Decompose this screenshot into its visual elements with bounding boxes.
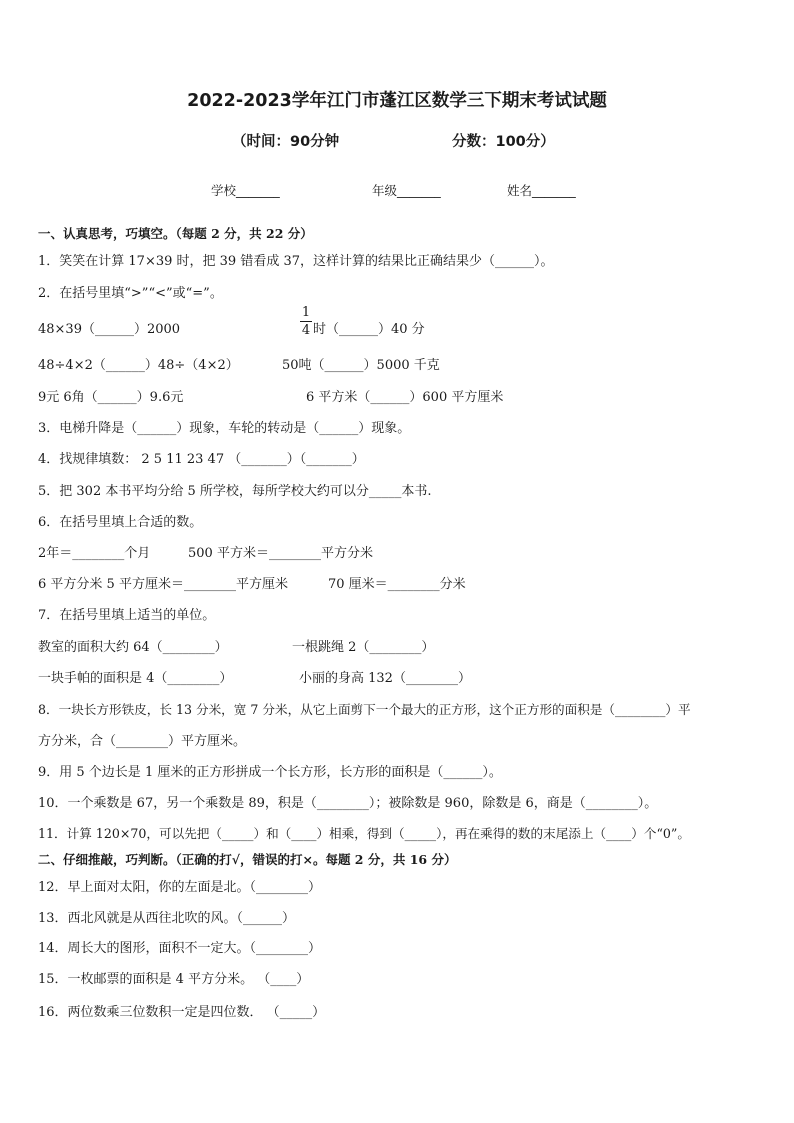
question-1: 1．笑笑在计算 17×39 时，把 39 错看成 37，这样计算的结果比正确结果少（______）。 — [38, 254, 554, 269]
question-7b: 一根跳绳 2（________） — [292, 640, 435, 655]
question-3: 3．电梯升降是（______）现象，车轮的转动是（______）现象。 — [38, 421, 411, 436]
question-2d: 50吨（______）5000 千克 — [282, 358, 440, 373]
question-2a: 48×39（______）2000 — [38, 322, 181, 337]
question-8-line-1: 8．一块长方形铁皮，长 13 分米，宽 7 分米，从它上面剪下一个最大的正方形，这个正方形的面积是（________）平 — [38, 702, 691, 717]
question-11: 11．计算 120×70，可以先把（_____）和（____）相乘，得到（_____），再在乘得的数的末尾添上（____）个“0”。 — [38, 826, 690, 841]
question-6b: 500 平方米＝________平方分米 — [188, 546, 373, 561]
question-2b: 时（______）40 分 — [313, 322, 425, 337]
question-6c: 6 平方分米 5 平方厘米＝________平方厘米 — [38, 577, 288, 592]
question-5: 5．把 302 本书平均分给 5 所学校，每所学校大约可以分_____本书. — [38, 484, 432, 499]
question-7: 7．在括号里填上适当的单位。 — [38, 608, 216, 623]
section-2-heading: 二、仔细推敲，巧判断。（正确的打√，错误的打×。每题 2 分，共 16 分） — [38, 852, 457, 867]
question-14: 14．周长大的图形，面积不一定大。（________） — [38, 941, 322, 956]
fraction-bar — [300, 321, 312, 322]
exam-score: 分数：100分） — [452, 134, 555, 150]
question-15: 15．一枚邮票的面积是 4 平方分米。 （____） — [38, 972, 310, 987]
fraction-denominator: 4 — [301, 323, 311, 338]
exam-time: （时间：90分钟 — [232, 134, 340, 150]
question-7a: 教室的面积大约 64（________） — [38, 640, 228, 655]
question-4: 4．找规律填数： 2 5 11 23 47 （_______）（_______） — [38, 452, 365, 467]
question-16: 16．两位数乘三位数积一定是四位数． （_____） — [38, 1005, 326, 1020]
name-field[interactable]: 姓名_______ — [507, 183, 576, 198]
fraction-numerator: 1 — [301, 305, 311, 320]
question-10: 10．一个乘数是 67，另一个乘数是 89，积是（________）；被除数是 960，除数是 6，商是（________）。 — [38, 796, 658, 811]
question-13: 13．西北风就是从西往北吹的风。（______） — [38, 911, 296, 926]
question-2e: 9元 6角（______）9.6元 — [38, 390, 184, 405]
exam-title: 2022-2023学年江门市蓬江区数学三下期末考试试题 — [187, 91, 607, 111]
section-1-heading: 一、认真思考，巧填空。（每题 2 分，共 22 分） — [38, 226, 313, 241]
grade-field[interactable]: 年级_______ — [372, 183, 441, 198]
question-7d: 小丽的身高 132（________） — [299, 671, 471, 686]
question-2f: 6 平方米（______）600 平方厘米 — [306, 390, 504, 405]
fraction-one-quarter — [300, 305, 312, 338]
question-12: 12．早上面对太阳，你的左面是北。（________） — [38, 880, 322, 895]
question-8-line-2: 方分米，合（________）平方厘米。 — [38, 734, 247, 749]
question-9: 9．用 5 个边长是 1 厘米的正方形拼成一个长方形，长方形的面积是（______）。 — [38, 765, 502, 780]
question-7c: 一块手帕的面积是 4（________） — [38, 671, 233, 686]
question-6: 6．在括号里填上合适的数。 — [38, 515, 203, 530]
question-2c: 48÷4×2（______）48÷（4×2） — [38, 358, 239, 373]
question-6a: 2年＝________个月 — [38, 546, 151, 561]
question-2: 2．在括号里填“>”“<”或“=”。 — [38, 286, 223, 301]
question-6d: 70 厘米＝________分米 — [328, 577, 466, 592]
school-field[interactable]: 学校_______ — [211, 183, 280, 198]
